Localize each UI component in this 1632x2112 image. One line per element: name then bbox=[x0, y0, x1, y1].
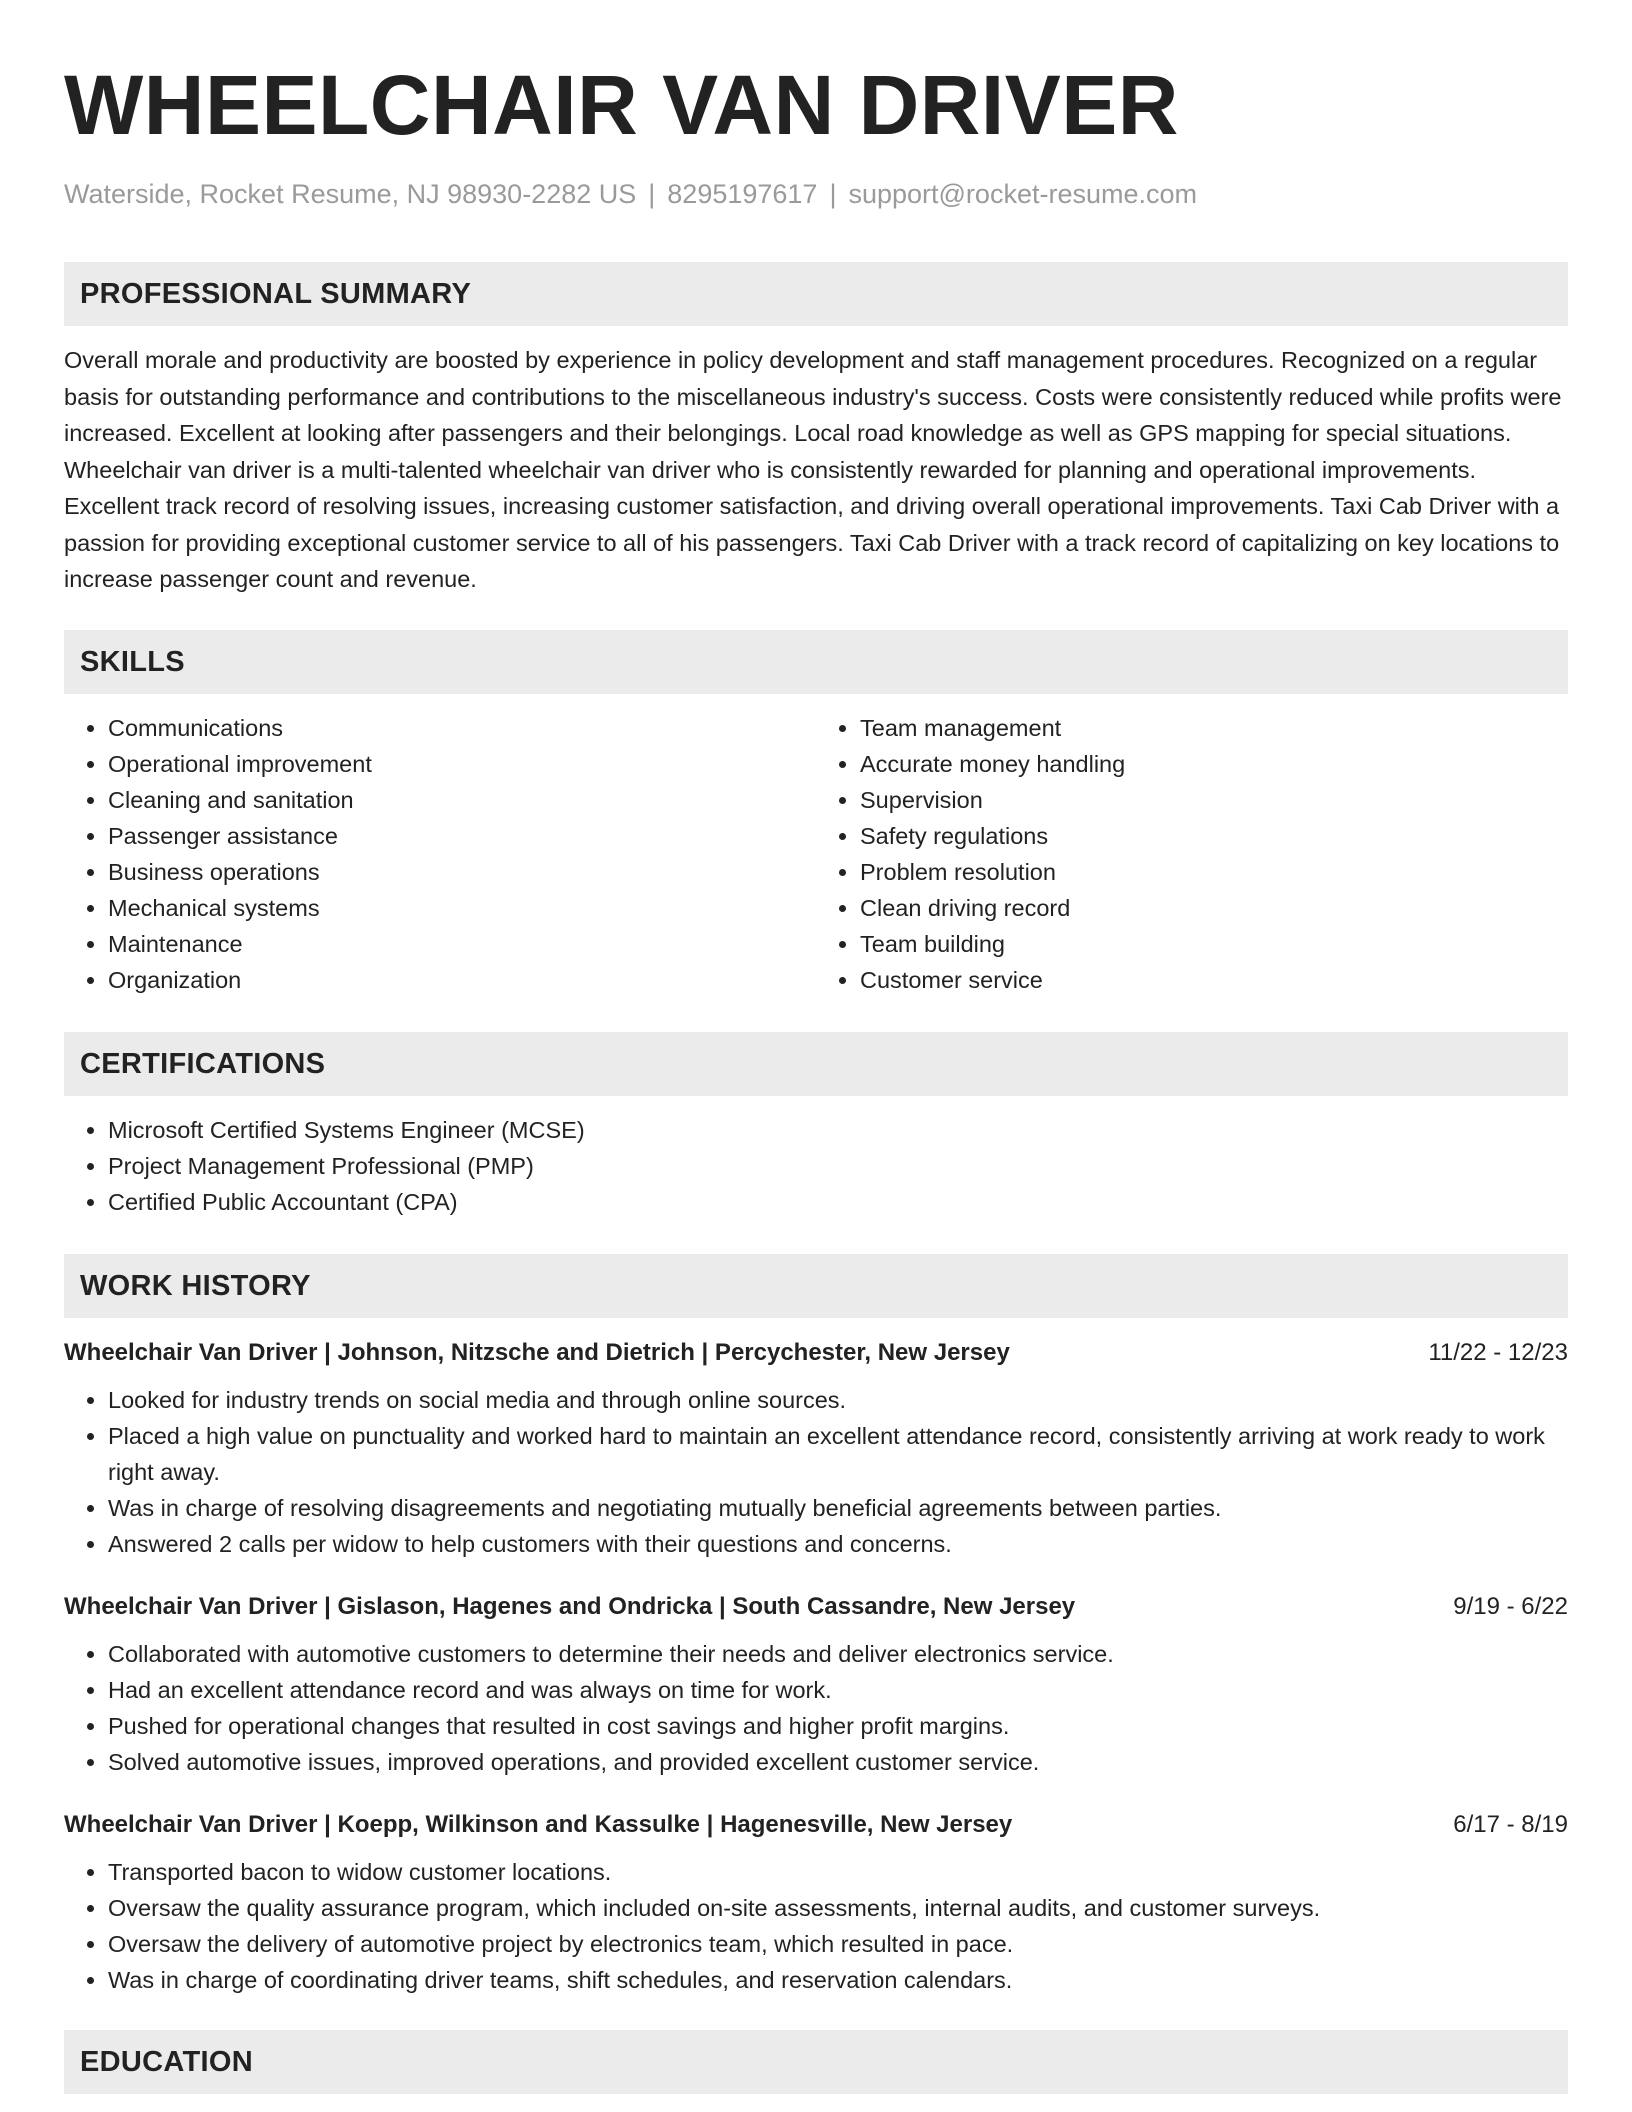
summary-text: Overall morale and productivity are boosted by experience in policy development and staff management procedures. Recognized on a regular basis for outstanding performance and contributions to the miscellaneous industry's success. Costs were consistently reduced while profits were increased. Excellent at looking after passengers and their belongings. Local road knowledge as well as GPS mapping for special situations. Wheelchair van driver is a multi-talented wheelchair van driver who is consistently rewarded for planning and operational improvements. Excellent track record of resolving issues, increasing customer satisfaction, and driving overall operational improvements. Taxi Cab Driver with a passion for providing exceptional customer service to all of his passengers. Taxi Cab Driver with a track record of capitalizing on key locations to increase passenger count and revenue. bbox=[64, 347, 1562, 592]
skill-item: • Safety regulations bbox=[860, 818, 1568, 854]
job-dates: 9/19 - 6/22 bbox=[1453, 1592, 1568, 1620]
job-bullet: • Answered 2 calls per widow to help customers with their questions and concerns. bbox=[108, 1526, 1568, 1562]
job-title: Wheelchair Van Driver | Koepp, Wilkinson and Kassulke | Hagenesville, New Jersey bbox=[64, 1810, 1013, 1838]
job-bullet: • Placed a high value on punctuality and worked hard to maintain an excellent attendance record, consistently arriving at work ready to work right away. bbox=[108, 1418, 1568, 1490]
skill-item: • Maintenance bbox=[108, 926, 816, 962]
skill-item: • Accurate money handling bbox=[860, 746, 1568, 782]
job-bullet: • Oversaw the quality assurance program, which included on-site assessments, internal audits, and customer surveys. bbox=[108, 1890, 1568, 1926]
skills-column-right bbox=[816, 710, 1568, 998]
job-bullets bbox=[64, 1382, 1568, 1562]
section-header-certifications: CERTIFICATIONS bbox=[64, 1032, 1568, 1096]
job-bullet: • Oversaw the delivery of automotive project by electronics team, which resulted in pace. bbox=[108, 1926, 1568, 1962]
skill-item: • Passenger assistance bbox=[108, 818, 816, 854]
job-entry bbox=[64, 1810, 1568, 1998]
job-bullet: • Was in charge of resolving disagreements and negotiating mutually beneficial agreements between parties. bbox=[108, 1490, 1568, 1526]
skills-column-left bbox=[64, 710, 816, 998]
contact-email: support@rocket-resume.com bbox=[848, 179, 1197, 209]
skills-grid bbox=[64, 710, 1568, 998]
skill-item: • Mechanical systems bbox=[108, 890, 816, 926]
job-header bbox=[64, 1592, 1568, 1622]
skill-item: • Customer service bbox=[860, 962, 1568, 998]
skill-item: • Communications bbox=[108, 710, 816, 746]
job-title: Wheelchair Van Driver | Johnson, Nitzsche and Dietrich | Percychester, New Jersey bbox=[64, 1338, 1010, 1366]
job-dates: 11/22 - 12/23 bbox=[1428, 1338, 1568, 1366]
job-entry bbox=[64, 1592, 1568, 1780]
section-header-education: EDUCATION bbox=[64, 2030, 1568, 2094]
job-bullet: • Looked for industry trends on social media and through online sources. bbox=[108, 1382, 1568, 1418]
job-bullet: • Collaborated with automotive customers to determine their needs and deliver electronics service. bbox=[108, 1636, 1568, 1672]
certifications-list bbox=[64, 1112, 1568, 1220]
skill-item: • Cleaning and sanitation bbox=[108, 782, 816, 818]
skill-item: • Supervision bbox=[860, 782, 1568, 818]
section-header-skills: SKILLS bbox=[64, 630, 1568, 694]
candidate-name: WHEELCHAIR VAN DRIVER bbox=[64, 58, 1179, 152]
skill-item: • Business operations bbox=[108, 854, 816, 890]
job-bullet: • Was in charge of coordinating driver teams, shift schedules, and reservation calendars. bbox=[108, 1962, 1568, 1998]
contact-separator: | bbox=[648, 179, 656, 209]
certification-item: • Microsoft Certified Systems Engineer (MCSE) bbox=[108, 1112, 1568, 1148]
job-bullet: • Had an excellent attendance record and was always on time for work. bbox=[108, 1672, 1568, 1708]
skill-item: • Team building bbox=[860, 926, 1568, 962]
contact-address: Waterside, Rocket Resume, NJ 98930-2282 US bbox=[64, 179, 637, 209]
skill-item: • Team management bbox=[860, 710, 1568, 746]
section-header-summary: PROFESSIONAL SUMMARY bbox=[64, 262, 1568, 326]
job-bullets bbox=[64, 1854, 1568, 1998]
skill-item: • Operational improvement bbox=[108, 746, 816, 782]
certification-item: • Certified Public Accountant (CPA) bbox=[108, 1184, 1568, 1220]
contact-separator: | bbox=[829, 179, 837, 209]
job-bullets bbox=[64, 1636, 1568, 1780]
job-title: Wheelchair Van Driver | Gislason, Hagenes and Ondricka | South Cassandre, New Jersey bbox=[64, 1592, 1076, 1620]
job-header bbox=[64, 1338, 1568, 1368]
contact-phone: 8295197617 bbox=[667, 179, 818, 209]
skill-item: • Problem resolution bbox=[860, 854, 1568, 890]
job-entry bbox=[64, 1338, 1568, 1562]
job-bullet: • Solved automotive issues, improved operations, and provided excellent customer service. bbox=[108, 1744, 1568, 1780]
job-header bbox=[64, 1810, 1568, 1840]
skill-item: • Clean driving record bbox=[860, 890, 1568, 926]
job-bullet: • Transported bacon to widow customer locations. bbox=[108, 1854, 1568, 1890]
section-header-work-history: WORK HISTORY bbox=[64, 1254, 1568, 1318]
certification-item: • Project Management Professional (PMP) bbox=[108, 1148, 1568, 1184]
job-bullet: • Pushed for operational changes that resulted in cost savings and higher profit margins. bbox=[108, 1708, 1568, 1744]
skill-item: • Organization bbox=[108, 962, 816, 998]
job-dates: 6/17 - 8/19 bbox=[1453, 1810, 1568, 1838]
contact-line bbox=[64, 178, 1568, 210]
